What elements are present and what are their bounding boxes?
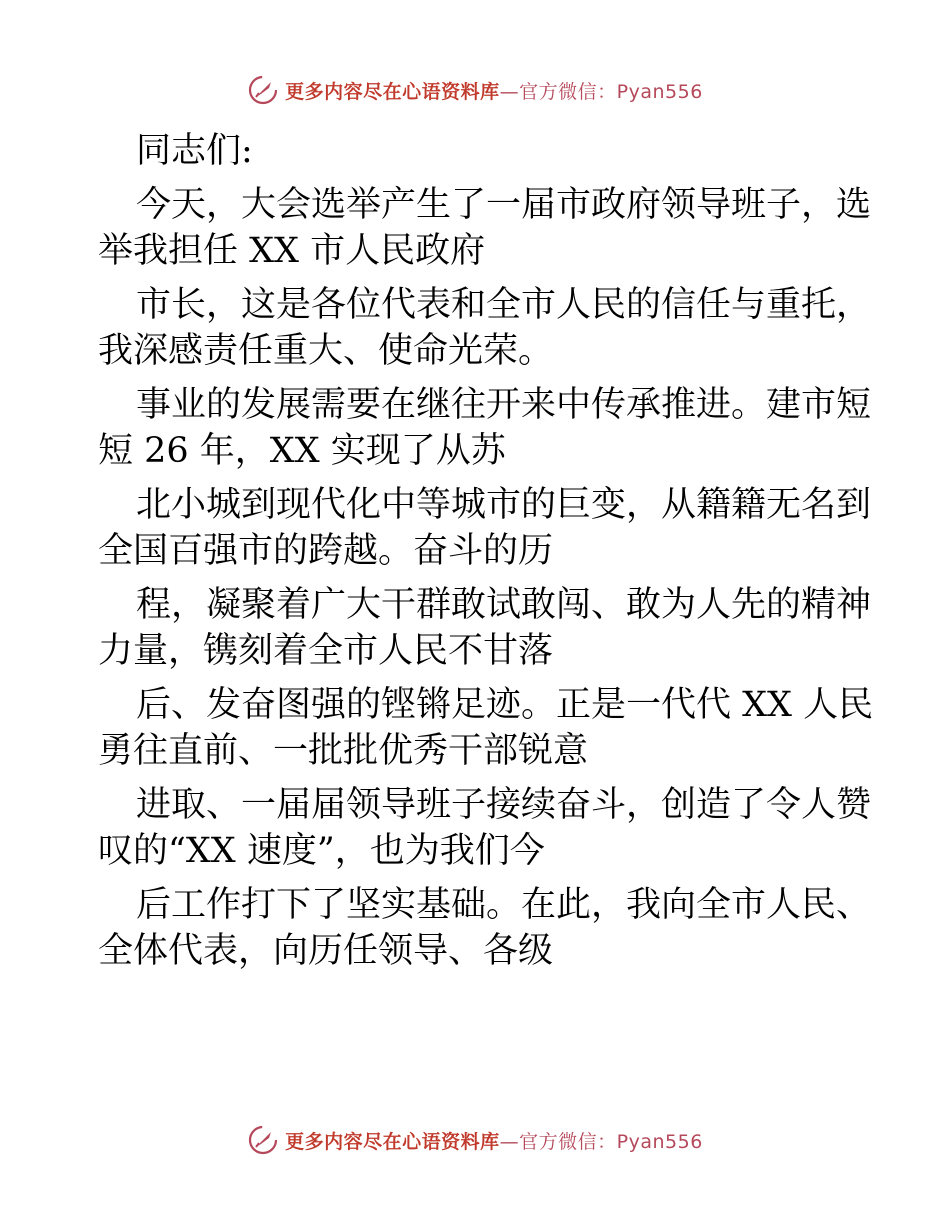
footer-banner-text — [285, 1127, 703, 1154]
header-banner-sep: — — [499, 80, 520, 103]
header-banner-text — [285, 77, 703, 104]
paragraph-line: 后、发奋图强的铿锵足迹。正是一代代 XX 人民 — [136, 685, 874, 725]
paragraph-line: 举我担任 XX 市人民政府 — [98, 231, 486, 271]
paragraph-7 — [98, 782, 872, 874]
paragraph-5 — [98, 582, 872, 674]
paragraph-4 — [98, 482, 872, 574]
paragraph-6 — [98, 682, 874, 774]
paragraph-line: 北小城到现代化中等城市的巨变，从籍籍无名到 — [136, 485, 872, 525]
footer-banner-inner — [247, 1124, 703, 1156]
paragraph-line: 事业的发展需要在继往开来中传承推进。建市短 — [136, 385, 872, 425]
paragraph-8 — [98, 882, 872, 974]
paragraph-line: 进取、一届届领导班子接续奋斗，创造了令人赞 — [136, 785, 872, 825]
quill-pen-circle-icon — [247, 1124, 279, 1156]
document-body — [98, 128, 874, 974]
paragraph-line: 程，凝聚着广大干群敢试敢闯、敢为人先的精神 — [136, 585, 872, 625]
paragraph-line: 全体代表，向历任领导、各级 — [98, 931, 554, 971]
header-banner — [0, 70, 950, 110]
paragraph-line: 我深感责任重大、使命光荣。 — [98, 331, 554, 371]
paragraph-2 — [98, 282, 872, 374]
paragraph-line: 今天，大会选举产生了一届市政府领导班子，选 — [136, 185, 872, 225]
paragraph-line: 短 26 年，XX 实现了从苏 — [98, 431, 506, 471]
header-banner-inner — [247, 74, 703, 106]
paragraph-line: 叹的“XX 速度”，也为我们今 — [98, 831, 545, 871]
header-banner-tail: 官方微信：Pyan556 — [519, 80, 703, 103]
footer-banner — [0, 1120, 950, 1160]
paragraph-line: 力量，镌刻着全市人民不甘落 — [98, 631, 554, 671]
salutation-paragraph — [98, 128, 858, 174]
paragraph-line: 后工作打下了坚实基础。在此，我向全市人民、 — [136, 885, 872, 925]
paragraph-line: 市长，这是各位代表和全市人民的信任与重托， — [136, 285, 872, 325]
paragraph-3 — [98, 382, 872, 474]
paragraph-1 — [98, 182, 872, 274]
footer-banner-main: 更多内容尽在心语资料库 — [285, 1130, 500, 1153]
header-banner-main: 更多内容尽在心语资料库 — [285, 80, 500, 103]
salutation: 同志们: — [136, 131, 253, 171]
footer-banner-tail: 官方微信：Pyan556 — [519, 1130, 703, 1153]
footer-banner-sep: — — [499, 1130, 520, 1153]
paragraph-line: 勇往直前、一批批优秀干部锐意 — [98, 731, 589, 771]
quill-pen-circle-icon — [247, 74, 279, 106]
paragraph-line: 全国百强市的跨越。奋斗的历 — [98, 531, 554, 571]
